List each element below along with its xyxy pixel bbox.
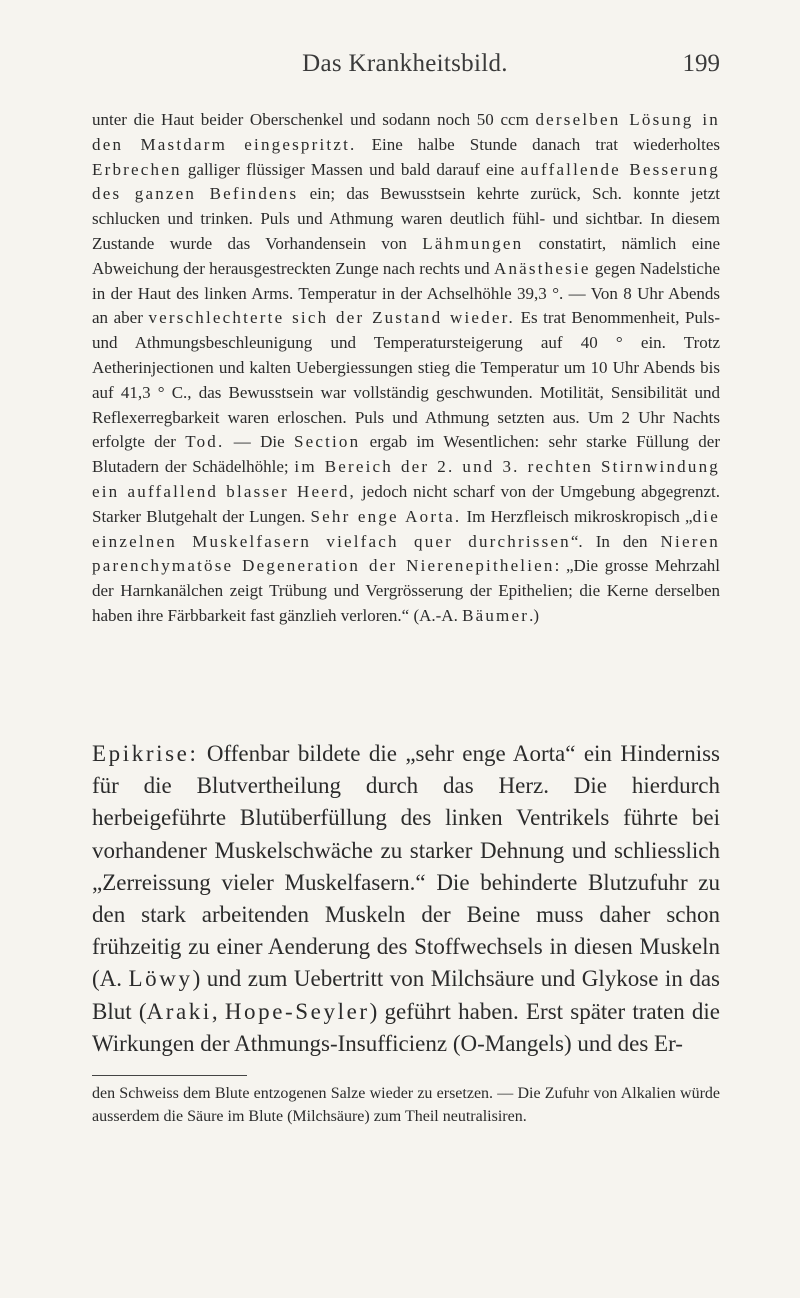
emphasis-run: Sehr enge Aorta. (310, 506, 462, 526)
text-run: jedoch nicht scharf von der Umgebung abgegrenzt. Starker Blutgehalt der Lungen. (92, 481, 720, 526)
page-number: 199 (682, 50, 720, 77)
text-run: , (211, 998, 225, 1024)
text-run: gegen Nadelstiche in der Haut des linken Arms. Temperatur in der Achselhöhle 39,3 °. — Von 8 Uhr Abends an aber (92, 258, 720, 328)
text-run: Offenbar bildete die „sehr enge Aorta“ ein Hinderniss für die Blutvertheilung durch das Herz. Die hierdurch herbeigeführte Blutüberfüllung des linken Ventrikels führte bei vorhandener Muskelschwäche zu starker Dehnung und schliesslich „Zerreissung vieler Muskelfasern.“ Die behinderte Blutzufuhr zu den stark arbeitenden Muskeln der Beine muss daher schon frühzeitig zu einer Aenderung des Stoffwechsels in diesen Muskeln (A. (92, 741, 720, 992)
emphasis-run: verschlechterte sich der Zustand wieder. (148, 308, 515, 328)
emphasis-run: auffallende Besserung des ganzen Befindens (92, 159, 720, 204)
emphasis-run: Anästhesie (493, 258, 591, 278)
text-run: ) geführt haben. Erst später traten die Wirkungen der Athmungs-Insufficienz (O-Mangels) und des Er- (92, 998, 721, 1056)
case-report-paragraph (92, 108, 720, 629)
emphasis-run: die einzelnen Muskelfasern vielfach quer durchrissen (92, 506, 720, 551)
text-run: Es trat Benommenheit, Puls- und Athmungsbeschleunigung und Temperatursteigerung auf 40 ° ein. Trotz Aetherinjectionen und kalten Uebergiessungen stieg die Temperatur um 10 Uhr Abends bis auf 41,3 ° C., das Bewusstsein war vollständig geschwunden. Motilität, Sensibilität und Reflexerregbarkeit waren erloschen. Puls und Athmung setzten aus. Um 2 Uhr Nachts erfolgte der (92, 308, 720, 452)
footnote: den Schweiss dem Blute entzogenen Salze wieder zu ersetzen. — Die Zufuhr von Alkalien würde ausserdem die Säure im Blute (Milchsäure) zum Theil neutralisiren. (92, 1085, 720, 1125)
emphasis-run: Erbrechen (92, 159, 182, 179)
emphasis-run: Lähmungen (422, 233, 524, 253)
emphasis-run: derselben Lösung in den Mastdarm eingespritzt. (92, 110, 720, 154)
text-run: — Die (224, 432, 294, 452)
text-run: galliger flüssiger Massen und bald darauf eine (181, 159, 521, 179)
author-name: Hope-Seyler (224, 998, 370, 1024)
text-run: Im Herzfleisch mikroskropisch „ (461, 506, 693, 526)
running-title: Das Krankheitsbild. (302, 50, 508, 77)
text-run: ergab im Wesentlichen: sehr starke Füllung der Blutadern der Schädelhöhle; (92, 432, 721, 477)
text-run: Eine halbe Stunde danach trat wiederholtes (356, 134, 720, 154)
author-name: Araki (146, 998, 212, 1024)
epikrise-label: Epikrise: (92, 741, 199, 766)
paragraph-case-course (92, 108, 720, 629)
author-name: Löwy (128, 966, 193, 992)
footnote-divider (92, 1075, 247, 1076)
emphasis-run: Tod. (185, 432, 225, 452)
emphasis-run: im Bereich der 2. und 3. rechten Stirnwindung ein auffallend blasser Heerd, (92, 457, 720, 501)
text-run: : „Die grosse Mehrzahl der Harnkanälchen zeigt Trübung und Vergrösserung der Epithelien; die Kerne derselben haben ihre Färbbarkeit fast gänzlieh verloren.“ (A.-A. (92, 556, 720, 625)
text-run: ) und zum Uebertritt von Milchsäure und Glykose in das Blut ( (92, 966, 720, 1024)
emphasis-run: Section (293, 432, 361, 452)
text-run: constatirt, nämlich eine Abweichung der herausgestreckten Zunge nach rechts und (92, 233, 721, 278)
page-header (90, 50, 720, 84)
emphasis-run: Nieren parenchymatöse Degeneration der Nierenepithelien (92, 531, 720, 576)
text-run: .) (529, 605, 540, 625)
text-run: ein; das Bewusstsein kehrte zurück, Sch. konnte jetzt schlucken und trinken. Puls und Athmung waren deutlich fühl- und sichtbar. In diesem Zustande wurde das Vorhandensein von (92, 184, 720, 253)
epikrise-paragraph (92, 738, 720, 1060)
author-name: Bäumer (462, 605, 530, 625)
text-run: “. In den (570, 531, 661, 551)
text-run: unter die Haut beider Oberschenkel und sodann noch 50 ccm (92, 110, 536, 129)
